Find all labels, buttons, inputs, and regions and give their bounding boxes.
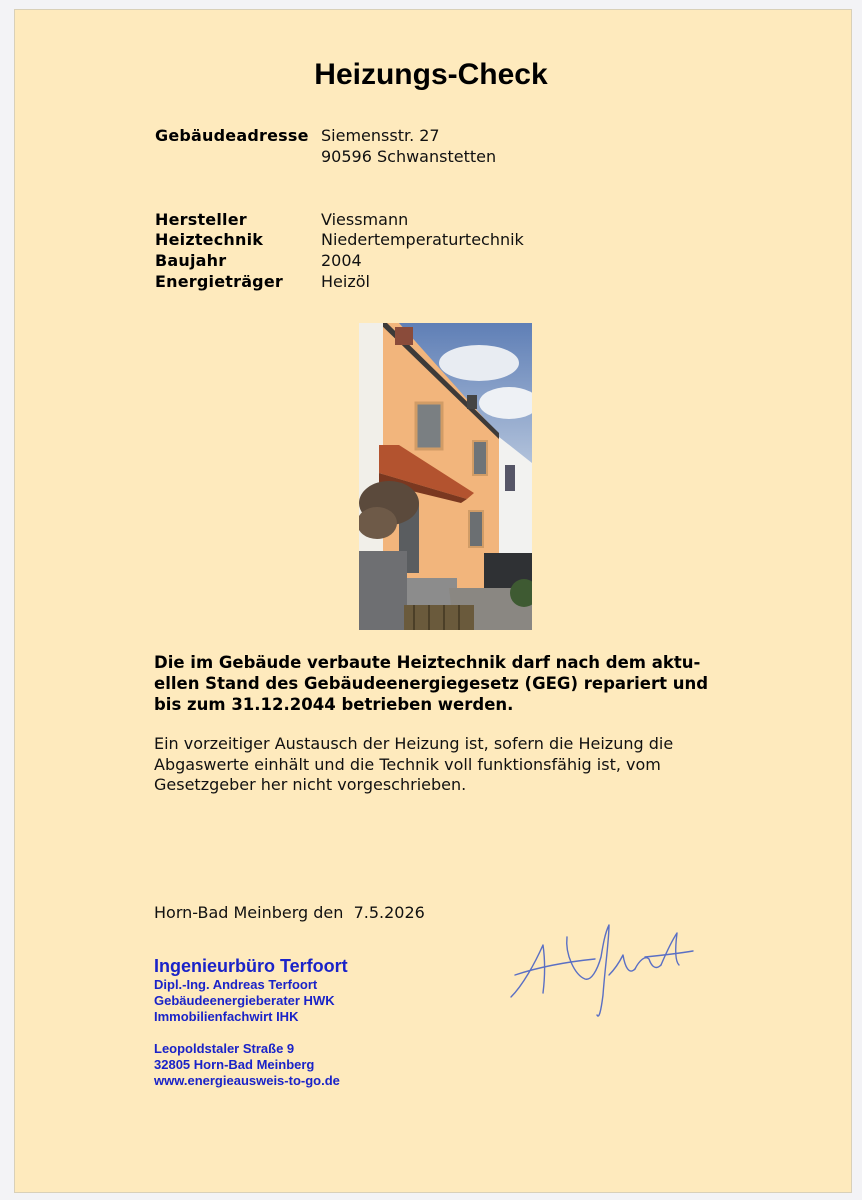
energy-source-value: Heizöl bbox=[321, 272, 370, 291]
handwritten-signature-icon bbox=[505, 915, 700, 1025]
company-name: Ingenieurbüro Terfoort bbox=[154, 956, 348, 976]
place-and-date: Horn-Bad Meinberg den 7.5.2026 bbox=[154, 903, 425, 922]
stamp-line-street: Leopoldstaler Straße 9 bbox=[154, 1041, 295, 1056]
address-city: 90596 Schwanstetten bbox=[321, 147, 497, 166]
manufacturer-label: Hersteller bbox=[155, 210, 247, 229]
stamp-line-city: 32805 Horn-Bad Meinberg bbox=[154, 1057, 315, 1072]
year-value: 2004 bbox=[321, 251, 362, 270]
note-line: Abgaswerte einhält und die Technik voll funktionsfähig ist, vom bbox=[154, 754, 661, 774]
stamp-line-name: Dipl.-Ing. Andreas Terfoort bbox=[154, 977, 318, 992]
heating-tech-value: Niedertemperaturtechnik bbox=[321, 230, 524, 249]
note-line: Gesetzgeber her nicht vorgeschrieben. bbox=[154, 775, 467, 794]
company-stamp bbox=[154, 955, 348, 1089]
manufacturer-value: Viessmann bbox=[321, 210, 409, 229]
validity-statement bbox=[154, 652, 734, 715]
validity-line: ellen Stand des Gebäudeenergiegesetz (GEG) repariert und bbox=[154, 674, 709, 693]
stamp-line-qualification: Immobilienfachwirt IHK bbox=[154, 1009, 299, 1024]
validity-line: bis zum 31.12.2044 betrieben werden. bbox=[154, 695, 514, 714]
validity-line: Die im Gebäude verbaute Heiztechnik darf nach dem aktu- bbox=[154, 653, 701, 672]
page-title: Heizungs-Check bbox=[314, 58, 548, 91]
stamp-line-title: Gebäudeenergieberater HWK bbox=[154, 993, 335, 1008]
stamp-line-website[interactable]: www.energieausweis-to-go.de bbox=[154, 1073, 340, 1088]
heating-tech-label: Heiztechnik bbox=[155, 230, 264, 249]
year-label: Baujahr bbox=[155, 251, 227, 270]
house-photo bbox=[359, 323, 532, 630]
address-street: Siemensstr. 27 bbox=[321, 126, 440, 145]
address-label: Gebäudeadresse bbox=[155, 126, 309, 145]
note-line: Ein vorzeitiger Austausch der Heizung ist, sofern die Heizung die bbox=[154, 734, 674, 753]
replacement-note bbox=[154, 734, 734, 796]
energy-source-label: Energieträger bbox=[155, 272, 283, 291]
